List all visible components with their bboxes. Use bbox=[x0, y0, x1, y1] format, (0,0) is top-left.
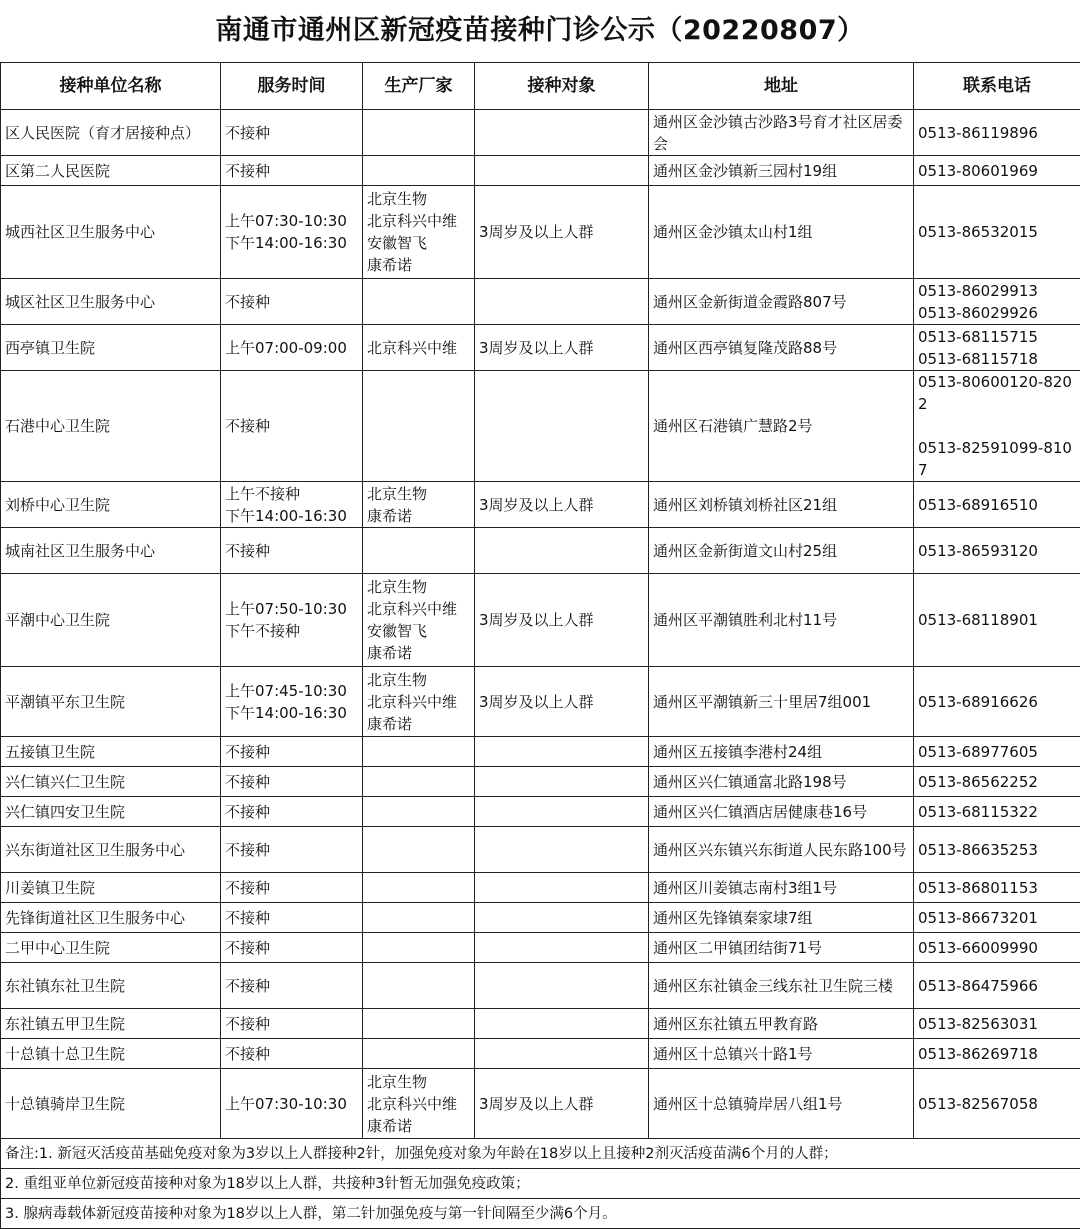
target-cell bbox=[475, 903, 649, 933]
target-cell bbox=[475, 110, 649, 156]
address-cell: 通州区东社镇金三线东社卫生院三楼 bbox=[649, 963, 914, 1009]
unit-name-cell: 东社镇五甲卫生院 bbox=[1, 1009, 221, 1039]
phone-cell: 0513-68916626 bbox=[914, 667, 1080, 737]
table-row bbox=[1, 528, 1080, 574]
phone-cell: 0513-86475966 bbox=[914, 963, 1080, 1009]
page-title: 南通市通州区新冠疫苗接种门诊公示（20220807） bbox=[0, 0, 1080, 62]
target-cell bbox=[475, 737, 649, 767]
unit-name-cell: 兴仁镇兴仁卫生院 bbox=[1, 767, 221, 797]
manufacturer-cell: 北京科兴中维 bbox=[363, 325, 475, 371]
header-service-time: 服务时间 bbox=[221, 63, 363, 110]
manufacturer-cell bbox=[363, 528, 475, 574]
manufacturer-cell bbox=[363, 933, 475, 963]
manufacturer-cell bbox=[363, 873, 475, 903]
service-time-cell: 不接种 bbox=[221, 767, 363, 797]
manufacturer-cell bbox=[363, 797, 475, 827]
manufacturer-cell bbox=[363, 827, 475, 873]
phone-cell: 0513-66009990 bbox=[914, 933, 1080, 963]
unit-name-cell: 西亭镇卫生院 bbox=[1, 325, 221, 371]
service-time-cell: 不接种 bbox=[221, 528, 363, 574]
target-cell bbox=[475, 156, 649, 186]
phone-cell: 0513-86532015 bbox=[914, 186, 1080, 279]
service-time-cell: 上午07:50-10:30 下午不接种 bbox=[221, 574, 363, 667]
table-row bbox=[1, 737, 1080, 767]
phone-cell: 0513-86593120 bbox=[914, 528, 1080, 574]
unit-name-cell: 石港中心卫生院 bbox=[1, 371, 221, 482]
unit-name-cell: 城南社区卫生服务中心 bbox=[1, 528, 221, 574]
table-row bbox=[1, 827, 1080, 873]
phone-cell: 0513-68118901 bbox=[914, 574, 1080, 667]
table-row bbox=[1, 1039, 1080, 1069]
service-time-cell: 不接种 bbox=[221, 797, 363, 827]
service-time-cell: 不接种 bbox=[221, 1039, 363, 1069]
unit-name-cell: 平潮镇平东卫生院 bbox=[1, 667, 221, 737]
table-row bbox=[1, 574, 1080, 667]
phone-cell: 0513-80601969 bbox=[914, 156, 1080, 186]
unit-name-cell: 五接镇卫生院 bbox=[1, 737, 221, 767]
service-time-cell: 不接种 bbox=[221, 371, 363, 482]
table-row bbox=[1, 933, 1080, 963]
address-cell: 通州区五接镇李港村24组 bbox=[649, 737, 914, 767]
manufacturer-cell bbox=[363, 903, 475, 933]
note-row bbox=[1, 1199, 1080, 1229]
header-manufacturer: 生产厂家 bbox=[363, 63, 475, 110]
address-cell: 通州区刘桥镇刘桥社区21组 bbox=[649, 482, 914, 528]
address-cell: 通州区先锋镇秦家埭7组 bbox=[649, 903, 914, 933]
service-time-cell: 上午07:45-10:30 下午14:00-16:30 bbox=[221, 667, 363, 737]
unit-name-cell: 刘桥中心卫生院 bbox=[1, 482, 221, 528]
unit-name-cell: 区人民医院（育才居接种点） bbox=[1, 110, 221, 156]
service-time-cell: 不接种 bbox=[221, 279, 363, 325]
table-row bbox=[1, 963, 1080, 1009]
service-time-cell: 上午07:30-10:30 下午14:00-16:30 bbox=[221, 186, 363, 279]
service-time-cell: 不接种 bbox=[221, 903, 363, 933]
header-row bbox=[1, 63, 1080, 110]
address-cell: 通州区十总镇骑岸居八组1号 bbox=[649, 1069, 914, 1139]
manufacturer-cell: 北京生物 北京科兴中维 安徽智飞 康希诺 bbox=[363, 574, 475, 667]
manufacturer-cell bbox=[363, 1039, 475, 1069]
table-row bbox=[1, 110, 1080, 156]
clinic-table bbox=[0, 62, 1080, 1229]
manufacturer-cell bbox=[363, 1009, 475, 1039]
unit-name-cell: 兴东街道社区卫生服务中心 bbox=[1, 827, 221, 873]
phone-cell: 0513-80600120-8202 0513-82591099-8107 bbox=[914, 371, 1080, 482]
note-row bbox=[1, 1139, 1080, 1169]
phone-cell: 0513-86673201 bbox=[914, 903, 1080, 933]
manufacturer-cell: 北京生物 康希诺 bbox=[363, 482, 475, 528]
table-row bbox=[1, 279, 1080, 325]
unit-name-cell: 城区社区卫生服务中心 bbox=[1, 279, 221, 325]
table-row bbox=[1, 667, 1080, 737]
phone-cell: 0513-82563031 bbox=[914, 1009, 1080, 1039]
manufacturer-cell: 北京生物 北京科兴中维 康希诺 bbox=[363, 667, 475, 737]
manufacturer-cell bbox=[363, 767, 475, 797]
target-cell bbox=[475, 827, 649, 873]
address-cell: 通州区东社镇五甲教育路 bbox=[649, 1009, 914, 1039]
header-target: 接种对象 bbox=[475, 63, 649, 110]
phone-cell: 0513-68115715 0513-68115718 bbox=[914, 325, 1080, 371]
address-cell: 通州区金沙镇新三园村19组 bbox=[649, 156, 914, 186]
phone-cell: 0513-86562252 bbox=[914, 767, 1080, 797]
target-cell bbox=[475, 279, 649, 325]
address-cell: 通州区兴东镇兴东街道人民东路100号 bbox=[649, 827, 914, 873]
phone-cell: 0513-68916510 bbox=[914, 482, 1080, 528]
unit-name-cell: 兴仁镇四安卫生院 bbox=[1, 797, 221, 827]
address-cell: 通州区平潮镇新三十里居7组001 bbox=[649, 667, 914, 737]
address-cell: 通州区金沙镇太山村1组 bbox=[649, 186, 914, 279]
service-time-cell: 不接种 bbox=[221, 1009, 363, 1039]
service-time-cell: 上午07:00-09:00 bbox=[221, 325, 363, 371]
manufacturer-cell bbox=[363, 110, 475, 156]
phone-cell: 0513-68115322 bbox=[914, 797, 1080, 827]
note-row bbox=[1, 1169, 1080, 1199]
service-time-cell: 上午不接种 下午14:00-16:30 bbox=[221, 482, 363, 528]
phone-cell: 0513-68977605 bbox=[914, 737, 1080, 767]
service-time-cell: 上午07:30-10:30 bbox=[221, 1069, 363, 1139]
target-cell bbox=[475, 873, 649, 903]
address-cell: 通州区川姜镇志南村3组1号 bbox=[649, 873, 914, 903]
phone-cell: 0513-86635253 bbox=[914, 827, 1080, 873]
manufacturer-cell bbox=[363, 737, 475, 767]
manufacturer-cell: 北京生物 北京科兴中维 康希诺 bbox=[363, 1069, 475, 1139]
address-cell: 通州区十总镇兴十路1号 bbox=[649, 1039, 914, 1069]
target-cell bbox=[475, 528, 649, 574]
address-cell: 通州区金沙镇古沙路3号育才社区居委会 bbox=[649, 110, 914, 156]
table-row bbox=[1, 767, 1080, 797]
service-time-cell: 不接种 bbox=[221, 110, 363, 156]
address-cell: 通州区兴仁镇酒店居健康巷16号 bbox=[649, 797, 914, 827]
note-1: 备注:1. 新冠灭活疫苗基础免疫对象为3岁以上人群接种2针，加强免疫对象为年龄在18岁以上且接种2剂灭活疫苗满6个月的人群； bbox=[1, 1139, 1080, 1169]
unit-name-cell: 平潮中心卫生院 bbox=[1, 574, 221, 667]
unit-name-cell: 先锋街道社区卫生服务中心 bbox=[1, 903, 221, 933]
address-cell: 通州区兴仁镇通富北路198号 bbox=[649, 767, 914, 797]
target-cell: 3周岁及以上人群 bbox=[475, 574, 649, 667]
target-cell: 3周岁及以上人群 bbox=[475, 186, 649, 279]
phone-cell: 0513-86119896 bbox=[914, 110, 1080, 156]
address-cell: 通州区金新街道文山村25组 bbox=[649, 528, 914, 574]
service-time-cell: 不接种 bbox=[221, 156, 363, 186]
table-row bbox=[1, 873, 1080, 903]
target-cell bbox=[475, 933, 649, 963]
unit-name-cell: 川姜镇卫生院 bbox=[1, 873, 221, 903]
address-cell: 通州区石港镇广慧路2号 bbox=[649, 371, 914, 482]
target-cell: 3周岁及以上人群 bbox=[475, 667, 649, 737]
phone-cell: 0513-86269718 bbox=[914, 1039, 1080, 1069]
address-cell: 通州区二甲镇团结街71号 bbox=[649, 933, 914, 963]
phone-cell: 0513-86029913 0513-86029926 bbox=[914, 279, 1080, 325]
unit-name-cell: 十总镇骑岸卫生院 bbox=[1, 1069, 221, 1139]
header-address: 地址 bbox=[649, 63, 914, 110]
target-cell bbox=[475, 767, 649, 797]
service-time-cell: 不接种 bbox=[221, 933, 363, 963]
manufacturer-cell bbox=[363, 963, 475, 1009]
service-time-cell: 不接种 bbox=[221, 963, 363, 1009]
address-cell: 通州区西亭镇复隆茂路88号 bbox=[649, 325, 914, 371]
header-phone: 联系电话 bbox=[914, 63, 1080, 110]
target-cell: 3周岁及以上人群 bbox=[475, 1069, 649, 1139]
unit-name-cell: 区第二人民医院 bbox=[1, 156, 221, 186]
target-cell bbox=[475, 797, 649, 827]
header-unit-name: 接种单位名称 bbox=[1, 63, 221, 110]
service-time-cell: 不接种 bbox=[221, 827, 363, 873]
address-cell: 通州区平潮镇胜利北村11号 bbox=[649, 574, 914, 667]
target-cell: 3周岁及以上人群 bbox=[475, 482, 649, 528]
table-row bbox=[1, 186, 1080, 279]
manufacturer-cell bbox=[363, 156, 475, 186]
table-row bbox=[1, 371, 1080, 482]
table-row bbox=[1, 797, 1080, 827]
unit-name-cell: 十总镇十总卫生院 bbox=[1, 1039, 221, 1069]
note-2: 2. 重组亚单位新冠疫苗接种对象为18岁以上人群，共接种3针暂无加强免疫政策； bbox=[1, 1169, 1080, 1199]
table-row bbox=[1, 903, 1080, 933]
target-cell: 3周岁及以上人群 bbox=[475, 325, 649, 371]
table-row bbox=[1, 325, 1080, 371]
table-row bbox=[1, 1009, 1080, 1039]
service-time-cell: 不接种 bbox=[221, 737, 363, 767]
phone-cell: 0513-82567058 bbox=[914, 1069, 1080, 1139]
manufacturer-cell bbox=[363, 279, 475, 325]
target-cell bbox=[475, 1039, 649, 1069]
table-row bbox=[1, 156, 1080, 186]
phone-cell: 0513-86801153 bbox=[914, 873, 1080, 903]
address-cell: 通州区金新街道金霞路807号 bbox=[649, 279, 914, 325]
manufacturer-cell bbox=[363, 371, 475, 482]
unit-name-cell: 二甲中心卫生院 bbox=[1, 933, 221, 963]
note-3: 3. 腺病毒载体新冠疫苗接种对象为18岁以上人群，第二针加强免疫与第一针间隔至少满6个月。 bbox=[1, 1199, 1080, 1229]
target-cell bbox=[475, 1009, 649, 1039]
table-row bbox=[1, 1069, 1080, 1139]
service-time-cell: 不接种 bbox=[221, 873, 363, 903]
unit-name-cell: 城西社区卫生服务中心 bbox=[1, 186, 221, 279]
table-row bbox=[1, 482, 1080, 528]
manufacturer-cell: 北京生物 北京科兴中维 安徽智飞 康希诺 bbox=[363, 186, 475, 279]
target-cell bbox=[475, 371, 649, 482]
unit-name-cell: 东社镇东社卫生院 bbox=[1, 963, 221, 1009]
target-cell bbox=[475, 963, 649, 1009]
